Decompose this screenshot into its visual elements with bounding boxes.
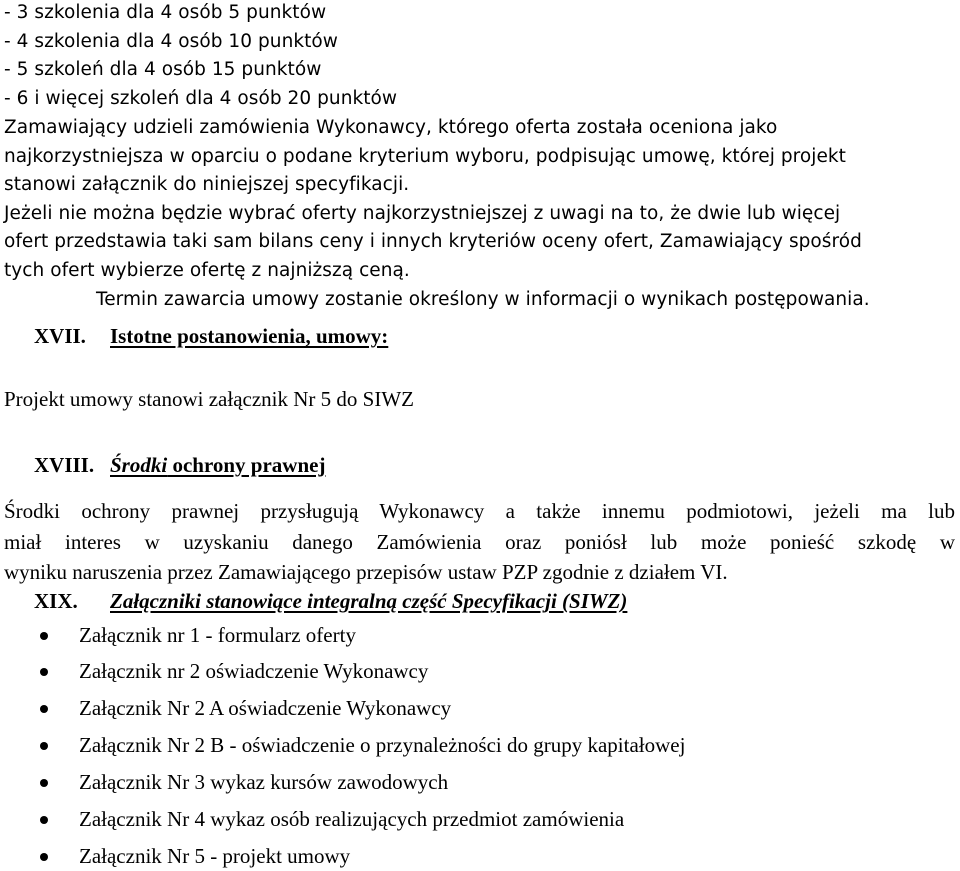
attachment-item: Załącznik Nr 4 wykaz osób realizujących przedmiot zamówienia	[79, 807, 625, 831]
tie-paragraph-line: Jeżeli nie można będzie wybrać oferty najkorzystniejszej z uwagi na to, że dwie lub więcej	[4, 203, 841, 224]
points-list-item: - 3 szkolenia dla 4 osób 5 punktów	[4, 2, 327, 23]
bullet-icon	[40, 668, 48, 676]
award-paragraph-line: stanowi załącznik do niniejszej specyfikacji.	[4, 174, 410, 195]
section-18-title-italic: Środki	[110, 453, 168, 477]
bullet-icon	[40, 853, 48, 861]
attachment-item: Załącznik nr 1 - formularz oferty	[79, 623, 356, 647]
section-18-body-line: Środki ochrony prawnej przysługują Wykonawcy a także innemu podmiotowi, jeżeli ma lub	[4, 499, 955, 523]
attachment-item: Załącznik Nr 5 - projekt umowy	[79, 844, 351, 868]
attachment-item: Załącznik nr 2 oświadczenie Wykonawcy	[79, 659, 429, 683]
section-18-title	[110, 455, 325, 476]
bullet-icon	[40, 632, 48, 640]
section-17-body: Projekt umowy stanowi załącznik Nr 5 do SIWZ	[4, 387, 414, 411]
section-19-title: Załączniki stanowiące integralną część Specyfikacji (SIWZ)	[110, 589, 628, 613]
section-17-title: Istotne postanowienia, umowy:	[110, 324, 389, 348]
bullet-icon	[40, 779, 48, 787]
tie-paragraph-line: tych ofert wybierze ofertę z najniższą ceną.	[4, 260, 410, 281]
award-paragraph-line: najkorzystniejsza w oparciu o podane kryterium wyboru, podpisując umowę, której projekt	[4, 146, 846, 167]
section-18-body-line: miał interes w uzyskaniu danego Zamówienia oraz poniósł lub może ponieść szkodę w	[4, 530, 955, 554]
points-list-item: - 4 szkolenia dla 4 osób 10 punktów	[4, 31, 338, 52]
bullet-icon	[40, 742, 48, 750]
attachment-item: Załącznik Nr 3 wykaz kursów zawodowych	[79, 770, 449, 794]
section-17-number: XVII.	[34, 324, 86, 348]
section-18-title-rest: ochrony prawnej	[167, 453, 326, 477]
bullet-icon	[40, 705, 48, 713]
points-list-item: - 5 szkoleń dla 4 osób 15 punktów	[4, 59, 322, 80]
section-18-body-line: wyniku naruszenia przez Zamawiającego przepisów ustaw PZP zgodnie z działem VI.	[4, 560, 728, 584]
section-19-number: XIX.	[34, 589, 78, 613]
bullet-icon	[40, 816, 48, 824]
tie-paragraph-line: ofert przedstawia taki sam bilans ceny i innych kryteriów oceny ofert, Zamawiający spośród	[4, 231, 862, 252]
award-paragraph-line: Zamawiający udzieli zamówienia Wykonawcy, którego oferta została oceniona jako	[4, 117, 778, 138]
points-list-item: - 6 i więcej szkoleń dla 4 osób 20 punktów	[4, 88, 398, 109]
section-18-number: XVIII.	[34, 453, 95, 477]
attachment-item: Załącznik Nr 2 B - oświadczenie o przynależności do grupy kapitałowej	[79, 733, 686, 757]
attachment-item: Załącznik Nr 2 A oświadczenie Wykonawcy	[79, 696, 452, 720]
contract-term-line: Termin zawarcia umowy zostanie określony w informacji o wynikach postępowania.	[96, 289, 870, 310]
